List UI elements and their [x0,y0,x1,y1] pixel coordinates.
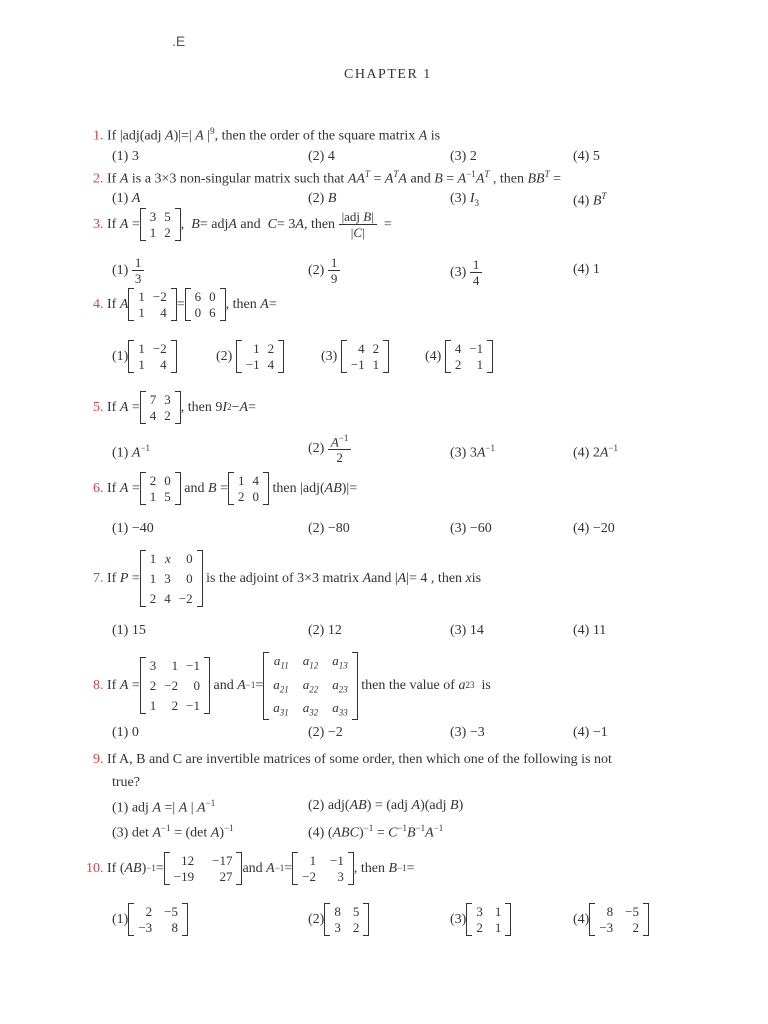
question-5: 5. If A = 7 3 4 2 , then 9 I 2 − A = [93,392,256,423]
question-4: 4. If A 1 −2 1 4 = 6 0 0 6 , then A = [93,289,277,320]
question-number: 8. [93,677,104,693]
question-number: 6. [93,480,104,496]
matrix: 2 0 1 5 [140,472,181,505]
question-number: 3. [93,216,104,232]
option: (2) adj(AB) = (adj A)(adj B) [308,798,464,813]
option: (4) $2A^{-1}$ [573,443,618,461]
question-3: 3. If A = 3 5 1 2 , B = adj A and C = 3 A , then $\frac{\text{|adj B|}}{|C|}$ = [93,209,392,240]
option: (3) $3A^{-1}$ [450,443,495,461]
option: (1) $\frac{1}{3}$ [112,256,144,285]
option: (3) $\frac{1}{4}$ [450,258,482,287]
matrix: $a_{11}$ $a_{12}$ $a_{13}$ $a_{21}$ $a_{22}$ $a_{23}$ $a_{31}$ $a_{32}$ $a_{33}$ [263,652,358,720]
option: (1) −40 [112,521,154,536]
option: (3) −3 [450,725,485,740]
option: (1) adj A =| A | $A^{-1}$ [112,798,216,816]
option: (2) 12 [308,623,342,638]
question-6: 6. If A = 2 0 1 5 and B = 1 4 2 0 then |adj( AB )|= [93,473,358,504]
option: (3) −60 [450,521,492,536]
option: (4) 1 [573,262,600,277]
option: (4) 5 [573,149,600,164]
option: (3) $\det A^{-1} = (\det$ A)$^{-1}$ [112,823,234,841]
matrix: 1 x 0 1 3 0 2 4 −2 [140,550,203,607]
question-10: 10. If ( AB ) −1 = 12 −17 −19 27 and A −1 = 1 −1 −2 3 , then B −1 = [86,853,415,884]
matrix: 3 5 1 2 [140,208,181,241]
option: (4) $(ABC)^{-1} = C^{-1}B^{-1}A^{-1}$ [308,823,444,841]
question-number: 4. [93,296,104,312]
option: (3) 2 [450,149,477,164]
option: (1) 2 −5 −3 8 [112,903,188,936]
option: (1) A [112,191,141,206]
option: (4) 11 [573,623,607,638]
question-number: 5. [93,399,104,415]
option: (2) 1 2 −1 4 [216,340,284,373]
question-number: 1. [93,128,104,144]
chapter-title: CHAPTER 1 [344,67,432,82]
option: (2) $\frac{1}{9}$ [308,256,340,285]
option: (3) 3 1 2 1 [450,903,511,936]
question-number: 9. [93,752,104,767]
option: (2) B [308,191,337,206]
option: (2) −2 [308,725,343,740]
matrix: 3 1 −1 2 −2 0 1 2 −1 [140,657,210,714]
question-8: 8. If A = 3 1 −1 2 −2 0 1 2 −1 and A −1 = $a_{11}$ $a_{12}$ $a_{13}$ $a_{21}$ $a_{22}$ $a_{23}$ $a_{31}$ $a_{32}$ $a_{33}$ then the value of a 23 is [93,653,491,718]
fraction: $\frac{\text{|adj B|}}{|C|}$ [339,210,377,239]
option: (2) 8 5 3 2 [308,903,369,936]
question-2: 2. If A is a 3×3 non-singular matrix such that $AA^T = A^TA$ and $B = A^{-1}A^T$ , then $BB^T$ = [93,169,562,187]
corner-mark: .E [172,33,186,49]
option: (1) 15 [112,623,146,638]
matrix: 7 3 4 2 [140,391,181,424]
option: (2) −80 [308,521,350,536]
question-9: 9. If A, B and C are invertible matrices of some order, then which one of the following is not [93,752,612,767]
option: (4) 4 −1 2 1 [425,340,493,373]
option: (3) 14 [450,623,484,638]
option: (3) $I_3$ [450,191,479,208]
option: (1) 0 [112,725,139,740]
option: (4) −20 [573,521,615,536]
question-1: 1. If |adj(adj A)|=| A $|^9$, then the order of the square matrix A is [93,126,441,144]
option: (4) 8 −5 −3 2 [573,903,649,936]
option: (4) −1 [573,725,608,740]
question-7: 7. If P = 1 x 0 1 3 0 2 4 −2 is the adjoint of 3×3 matrix A and | A |= 4 , then x is [93,551,482,606]
question-text: true? [112,775,140,790]
matrix: 1 −1 −2 3 [292,852,354,885]
option: (3) 4 2 −1 1 [321,340,389,373]
matrix: 12 −17 −19 27 [164,852,243,885]
question-number: 2. [93,171,104,187]
option: (1) 1 −2 1 4 [112,340,177,373]
option: (2) 4 [308,149,335,164]
option: (1) 3 [112,149,139,164]
matrix: 1 4 2 0 [228,472,269,505]
matrix: 1 −2 1 4 [128,288,176,321]
question-number: 10. [86,860,104,876]
option: (2) $\frac{A^{-1}}{2}$ [308,434,351,464]
option: (1) $A^{-1}$ [112,443,150,461]
option: (4) $B^T$ [573,191,607,209]
question-number: 7. [93,570,104,586]
matrix: 6 0 0 6 [185,288,226,321]
